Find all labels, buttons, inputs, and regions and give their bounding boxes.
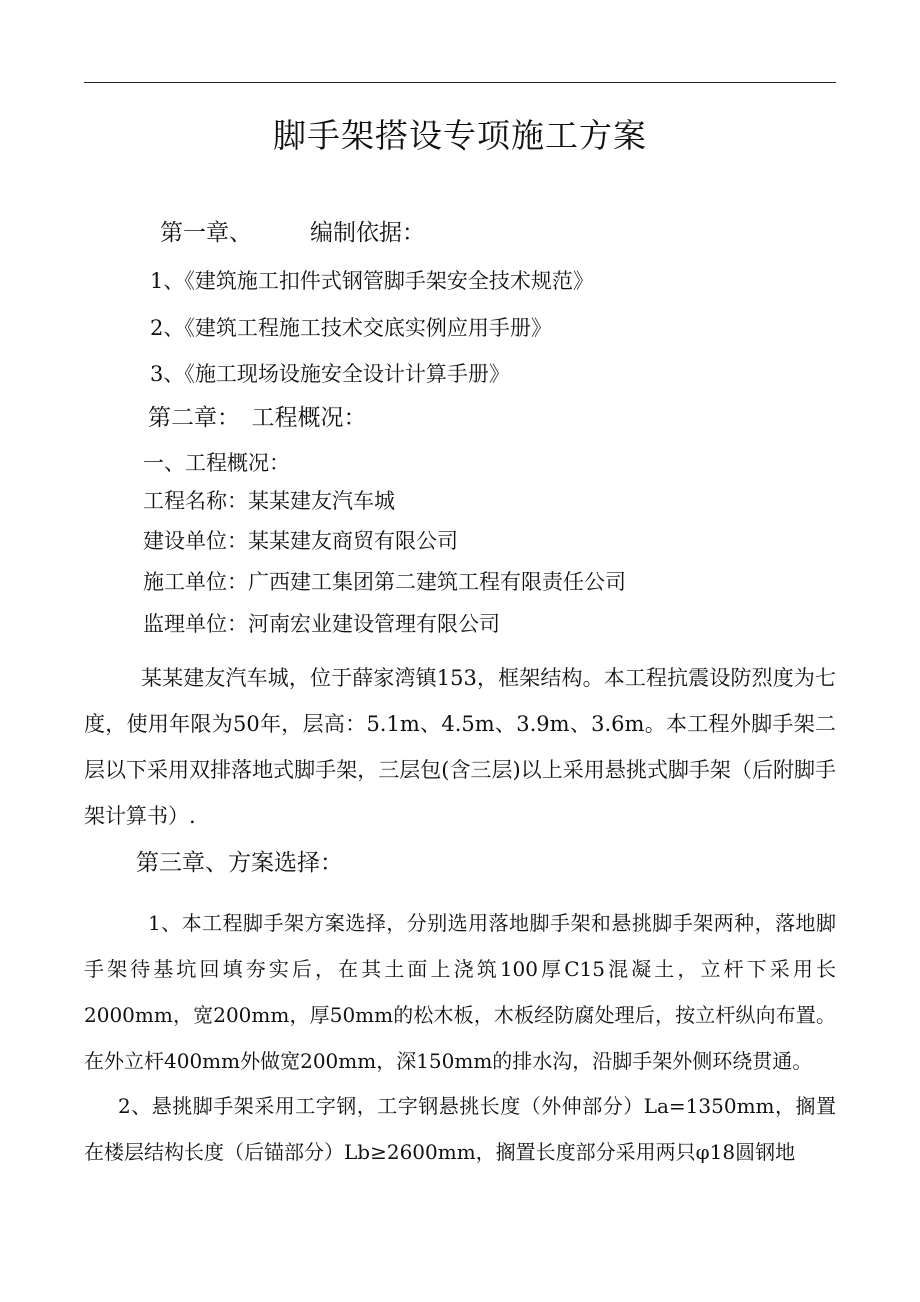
reference-item-1: 1、《建筑施工扣件式钢管脚手架安全技术规范》 — [150, 269, 594, 293]
chapter1-heading — [160, 218, 425, 248]
section-project-overview: 一、工程概况： — [143, 451, 290, 475]
chapter1-label: 第一章、 — [160, 220, 252, 246]
contractor-unit: 施工单位：广西建工集团第二建筑工程有限责任公司 — [143, 570, 626, 594]
document-title: 脚手架搭设专项施工方案 — [273, 116, 647, 155]
chapter3-heading: 第三章、方案选择： — [136, 850, 343, 876]
reference-item-3: 3、《施工现场设施安全设计计算手册》 — [150, 362, 510, 386]
chapter1-title: 编制依据： — [310, 220, 425, 246]
reference-item-2: 2、《建筑工程施工技术交底实例应用手册》 — [150, 316, 552, 340]
scheme-item-1: 1、本工程脚手架方案选择，分别选用落地脚手架和悬挑脚手架两种，落地脚手架待基坑回填夯实后，在其土面上浇筑100厚C15混凝土，立杆下采用长2000mm，宽200mm，厚50mm的松木板，木板经防腐处理后，按立杆纵向布置。在外立杆400mm外做宽200mm，深150mm的排水沟，沿脚手架外侧环绕贯通。 — [84, 911, 836, 1073]
header-rule — [84, 82, 836, 83]
chapter2-heading: 第二章： 工程概况： — [148, 405, 367, 431]
overview-paragraph: 某某建友汽车城，位于薛家湾镇153，框架结构。本工程抗震设防烈度为七度，使用年限为50年，层高：5.1m、4.5m、3.9m、3.6m。本工程外脚手架二层以下采用双排落地式脚手架，三层包(含三层)以上采用悬挑式脚手架（后附脚手架计算书）. — [84, 666, 836, 828]
scheme-item-2: 2、悬挑脚手架采用工字钢，工字钢悬挑长度（外伸部分）La=1350mm，搁置在楼层结构长度（后锚部分）Lb≥2600mm，搁置长度部分采用两只φ18圆钢地 — [84, 1094, 836, 1164]
client-unit: 建设单位：某某建友商贸有限公司 — [143, 529, 458, 553]
supervisor-unit: 监理单位：河南宏业建设管理有限公司 — [143, 612, 500, 636]
project-name: 工程名称：某某建友汽车城 — [143, 489, 395, 513]
